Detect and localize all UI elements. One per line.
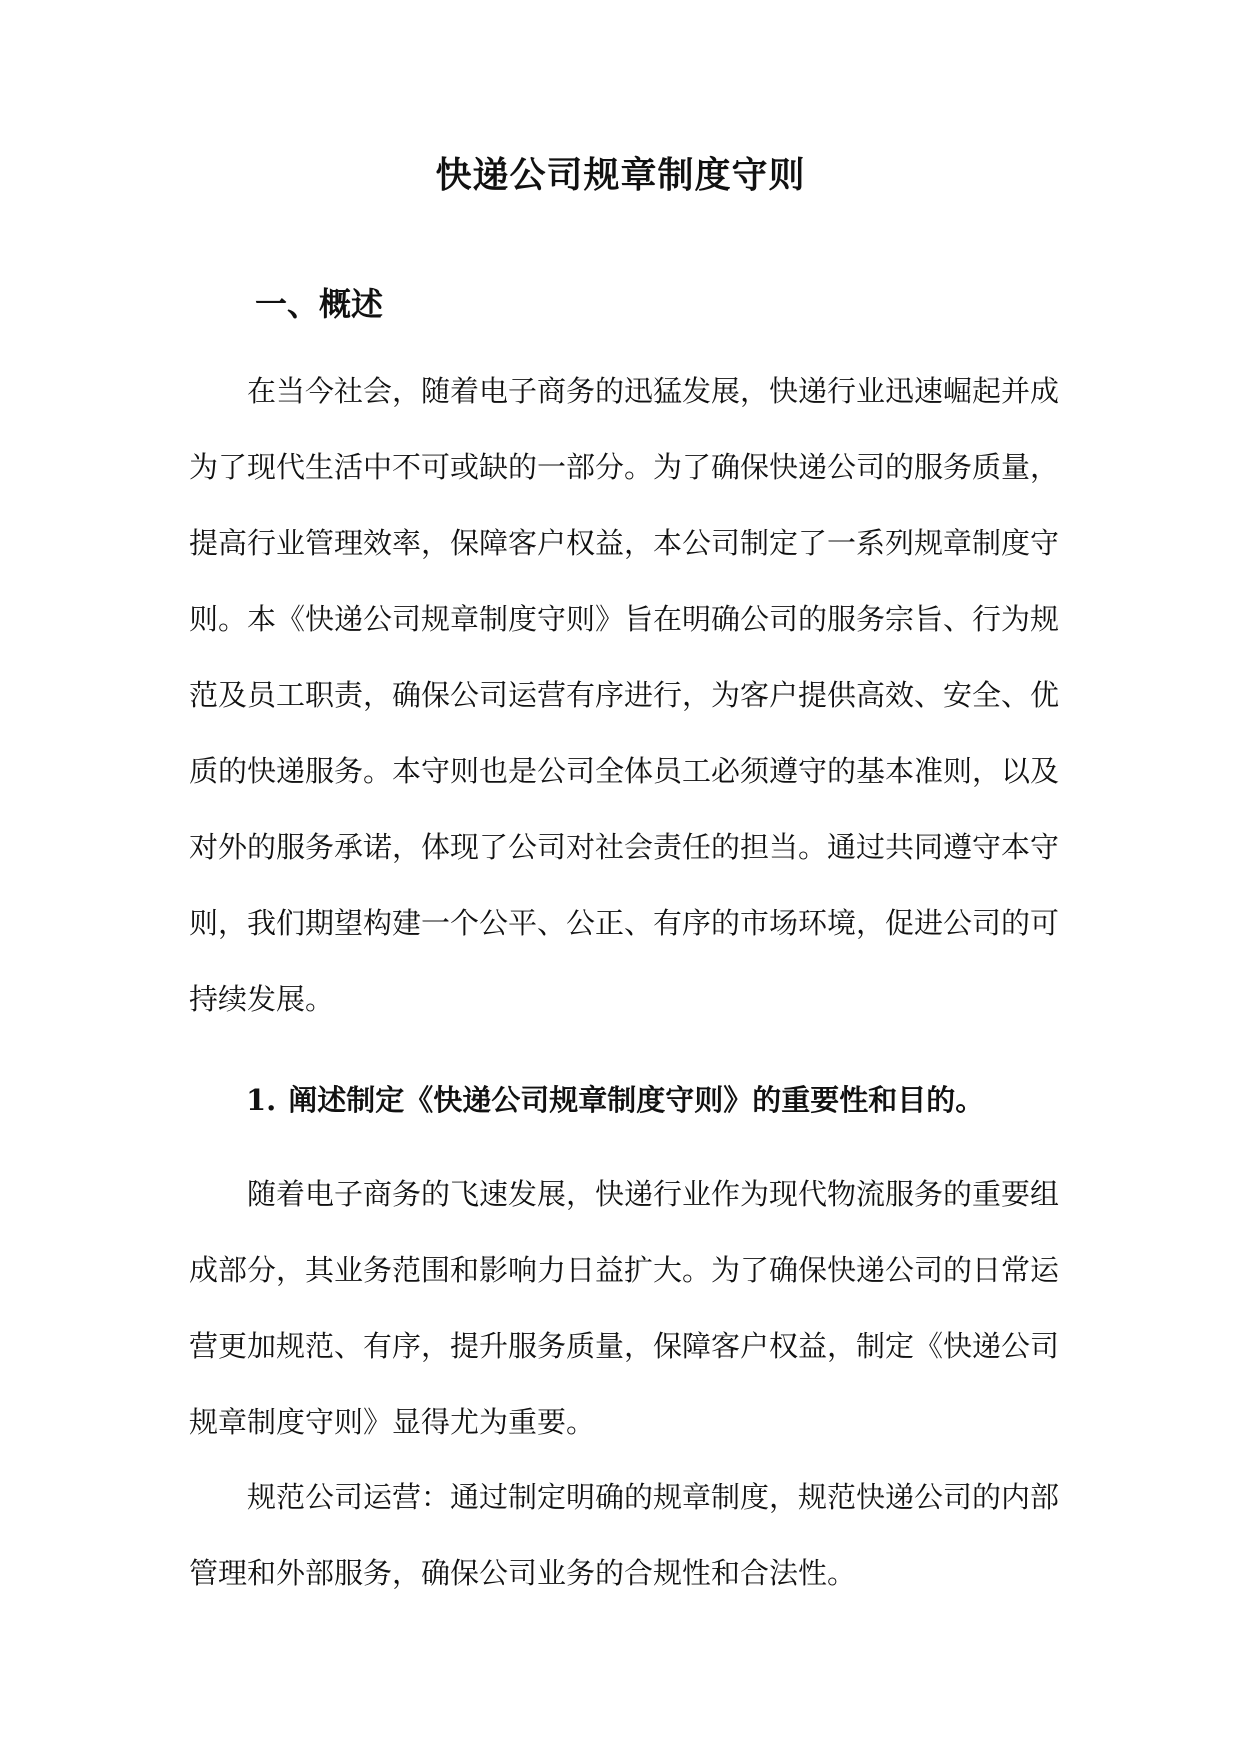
overview-paragraph: 在当今社会，随着电子商务的迅猛发展，快递行业迅速崛起并成为了现代生活中不可或缺的一部分。为了确保快递公司的服务质量，提高行业管理效率，保障客户权益，本公司制定了一系列规章制度守则。本《快递公司规章制度守则》旨在明确公司的服务宗旨、行为规范及员工职责，确保公司运营有序进行，为客户提供高效、安全、优质的快递服务。本守则也是公司全体员工必须遵守的基本准则，以及对外的服务承诺，体现了公司对社会责任的担当。通过共同遵守本守则，我们期望构建一个公平、公正、有序的市场环境，促进公司的可持续发展。 (189, 374, 1060, 1016)
subsection-heading-text: 阐述制定《快递公司规章制度守则》的重要性和目的。 (288, 1083, 985, 1117)
subsection-number: 1. (246, 1083, 277, 1117)
subsection-heading (246, 1078, 984, 1122)
regulate-operations-paragraph: 规范公司运营：通过制定明确的规章制度，规范快递公司的内部管理和外部服务，确保公司业务的合规性和合法性。 (189, 1480, 1060, 1590)
importance-paragraph: 随着电子商务的飞速发展，快递行业作为现代物流服务的重要组成部分，其业务范围和影响力日益扩大。为了确保快递公司的日常运营更加规范、有序，提升服务质量，保障客户权益，制定《快递公司规章制度守则》显得尤为重要。 (189, 1177, 1060, 1439)
section-heading-overview: 一、概述 (255, 285, 384, 323)
document-title: 快递公司规章制度守则 (435, 154, 806, 196)
